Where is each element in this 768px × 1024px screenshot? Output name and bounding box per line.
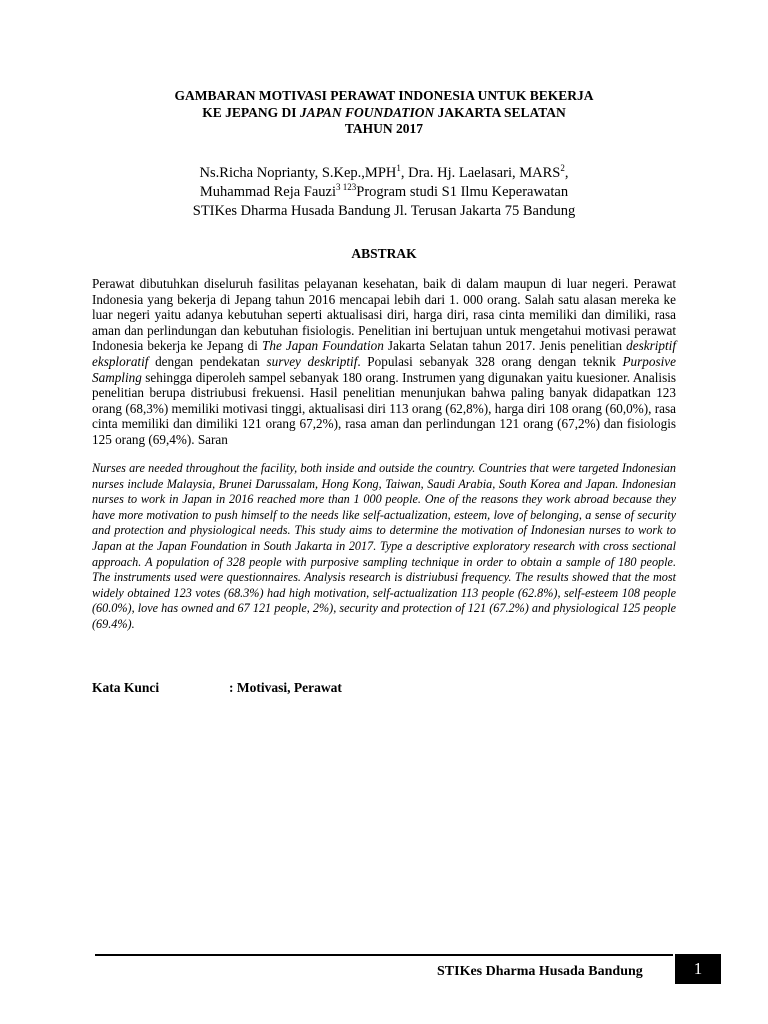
author-3: Muhammad Reja Fauzi xyxy=(199,184,337,200)
abstract-id-text-1: Perawat dibutuhkan diseluruh fasilitas pelayanan kesehatan, baik di dalam maupun di luar negeri. Perawat Indonesia yang bekerja di Jepang tahun 2016 mencapai lebih dari 1. 000 orang. Salah satu alasan mereka ke luar negeri yaitu adanya kebutuhan seperti aktualisasi diri, harga diri, rasa cinta memiliki dan dimiliki, rasa aman dan perlindungan dan kebutuhan fisiologis. Penelitian ini bertujuan untuk mengetahui motivasi perawat Indonesia bekerja ke Jepang di xyxy=(92,276,676,354)
abstract-id-italic-3: survey deskriptif xyxy=(266,353,358,369)
abstract-id-italic-2: deskriptif eksploratif xyxy=(92,338,676,369)
keywords-row xyxy=(92,680,342,696)
program-name: Program studi S1 Ilmu Keperawatan xyxy=(356,184,569,200)
abstract-id-italic-1: The Japan Foundation xyxy=(262,338,384,354)
abstract-id-text-2: Jakarta Selatan tahun 2017. Jenis penelitian xyxy=(383,338,627,354)
abstract-indonesian xyxy=(92,276,676,448)
author-3-sup: 3 123 xyxy=(336,182,357,192)
keywords-value: : Motivasi, Perawat xyxy=(229,680,342,695)
title-line-2-part-c: JAKARTA SELATAN xyxy=(434,104,566,120)
title-line-2 xyxy=(80,105,688,122)
author-1-sup: 1 xyxy=(396,163,401,173)
page-number-box xyxy=(675,954,721,984)
author-block xyxy=(80,164,688,221)
keywords-label: Kata Kunci xyxy=(92,680,160,695)
footer-divider xyxy=(95,954,673,956)
abstract-heading: ABSTRAK xyxy=(351,246,417,261)
author-line-1 xyxy=(80,164,688,183)
footer-institution: STIKes Dharma Husada Bandung xyxy=(437,964,643,979)
page-number: 1 xyxy=(693,959,703,978)
author-2-comma: , xyxy=(564,165,569,181)
abstract-en-paragraph: Nurses are needed throughout the facility, both inside and outside the country. Countries that were targeted Indonesian nurses include Malaysia, Brunei Darussalam, Hong Kong, Taiwan, Saudi Arabia, South Korea and Japan. Indonesian nurses to work in Japan in 2016 reached more than 1 000 people. One of the reasons they work abroad because they have more motivation to push himself to the needs like self-actualization, esteem, love of belonging, a sense of security and protection and physiological needs. This study aims to determine the motivation of Indonesian nurses to work to Japan at the Japan Foundation in South Jakarta in 2017. Type a descriptive exploratory research with cross sectional approach. A population of 328 people with purposive sampling technique in order to obtain a sample of 180 people. The instruments used were questionnaires. Analysis research is distriubusi frequency. The results showed that the most widely obtained 123 votes (68.3%) had high motivation, self-actualization 113 people (62.8%), self-esteem 108 people (60.0%), love has owned and 67 121 people, 2%), security and protection of 121 (67.2%) and physiological 125 people (69.4%). xyxy=(92,461,676,631)
abstract-english xyxy=(92,461,676,633)
title-line-2-part-a: KE JEPANG DI xyxy=(202,104,300,120)
title-line-2-italic: JAPAN FOUNDATION xyxy=(299,104,435,120)
author-line-2 xyxy=(80,183,688,202)
abstract-id-paragraph xyxy=(92,276,676,448)
abstract-id-text-3: dengan pendekatan xyxy=(148,353,267,369)
author-2-sup: 2 xyxy=(560,163,565,173)
author-1: Ns.Richa Noprianty, S.Kep.,MPH xyxy=(199,165,397,181)
author-2: , Dra. Hj. Laelasari, MARS xyxy=(400,165,561,181)
affiliation: STIKes Dharma Husada Bandung Jl. Terusan Jakarta 75 Bandung xyxy=(192,203,576,219)
abstract-id-text-5: sehingga diperoleh sampel sebanyak 180 orang. Instrumen yang digunakan yaitu kuesioner. Analisis penelitian berupa distriubusi frekuensi. Hasil penelitian menunjukan bahwa paling banyak didapatkan 123 orang (68,3%) memiliki motivasi tinggi, aktualisasi diri 113 orang (62,8%), harga diri 108 orang (60,0%), rasa cinta memiliki dan dimiliki 121 orang 67,2%), rasa aman dan perlindungan 121 orang (67,2%) dan fisiologis 125 orang (69,4%). Saran xyxy=(92,369,676,447)
abstract-id-text-4: . Populasi sebanyak 328 orang dengan teknik xyxy=(357,353,623,369)
title-line-3: TAHUN 2017 xyxy=(344,121,424,136)
paper-title xyxy=(80,88,688,138)
abstract-id-italic-4: Purposive Sampling xyxy=(92,353,676,385)
title-line-1: GAMBARAN MOTIVASI PERAWAT INDONESIA UNTUK BEKERJA xyxy=(174,88,594,103)
